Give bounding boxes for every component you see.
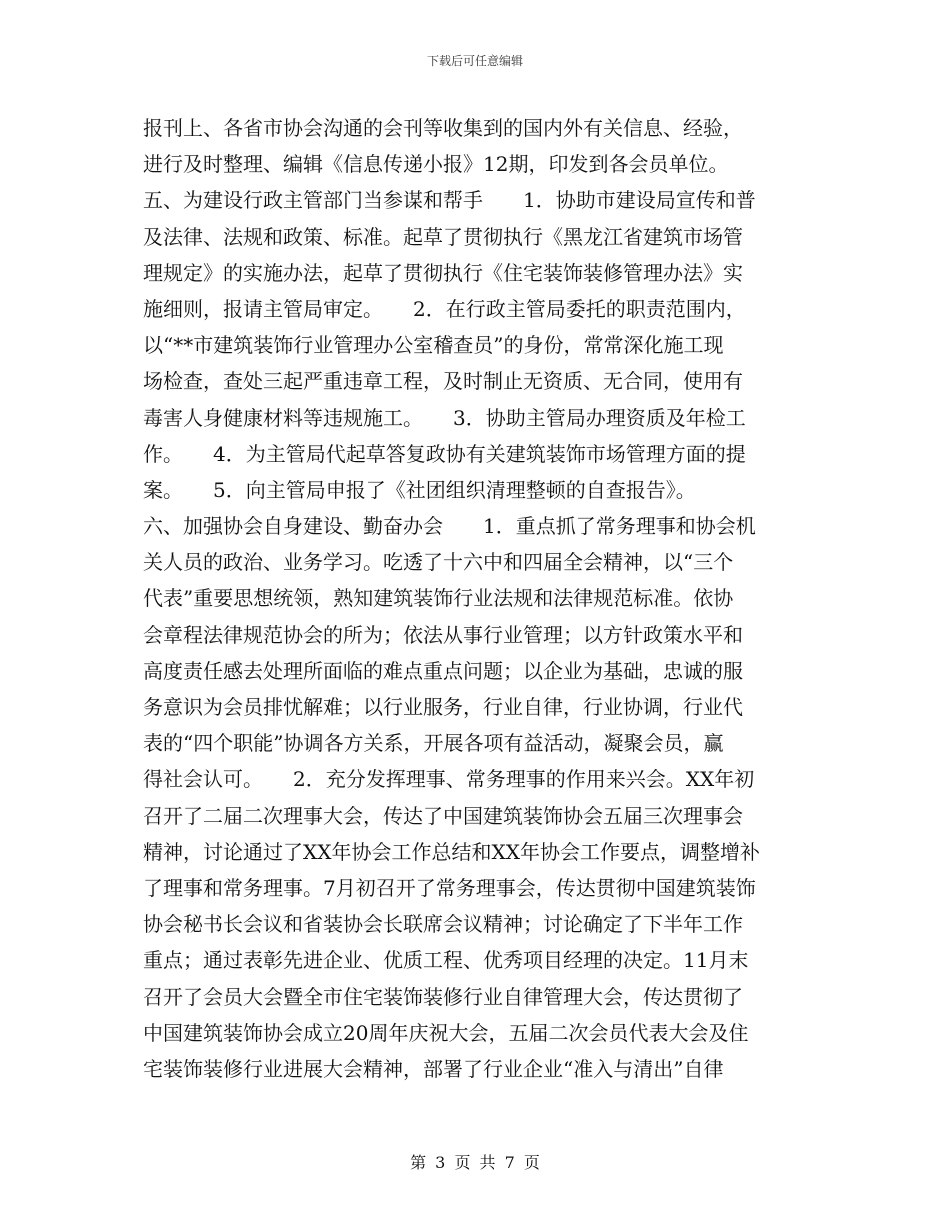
body-line: 及法律、法规和政策、标准。起草了贯彻执行《黑龙江省建筑市场管 — [143, 224, 743, 249]
body-line: 得社会认可。 2．充分发挥理事、常务理事的作用来兴会。XX年初 — [143, 767, 755, 792]
body-line: 代表”重要思想统领，熟知建筑装饰行业法规和法律规范标准。依协 — [143, 586, 734, 611]
body-line: 报刊上、各省市协会沟通的会刊等收集到的国内外有关信息、经验， — [143, 116, 743, 140]
body-line: 中国建筑装饰协会成立20周年庆祝大会，五届二次会员代表大会及住 — [143, 1020, 749, 1045]
body-line: 作。 4．为主管局代起草答复政协有关建筑装饰市场管理方面的提 — [143, 441, 746, 466]
body-line: 场检查，查处三起严重违章工程，及时制止无资质、无合同，使用有 — [143, 369, 743, 394]
document-body — [143, 110, 823, 1087]
body-line: 务意识为会员排忧解难；以行业服务，行业自律，行业协调，行业代 — [143, 695, 743, 719]
body-line: 高度责任感去处理所面临的难点重点问题；以企业为基础，忠诚的服 — [143, 658, 743, 683]
page-header: 下载后可任意编辑 — [426, 54, 523, 68]
body-line: 以“**市建筑装饰行业管理办公室稽查员”的身份，常常深化施工现 — [143, 333, 724, 358]
body-line: 六、加强协会自身建设、勤奋办会 1．重点抓了常务理事和协会机 — [143, 514, 756, 539]
body-line: 毒害人身健康材料等违规施工。 3．协助主管局办理资质及年检工 — [143, 405, 746, 430]
body-line: 理规定》的实施办法，起草了贯彻执行《住宅装饰装修管理办法》实 — [143, 260, 743, 285]
page-number: 第 3 页 共 7 页 — [410, 1153, 540, 1172]
body-line: 宅装饰装修行业进展大会精神，部署了行业企业“准入与清出”自律 — [143, 1056, 724, 1081]
body-line: 协会秘书长会议和省装协会长联席会议精神；讨论确定了下半年工作 — [143, 912, 743, 937]
body-line: 案。 5．向主管局申报了《社团组织清理整顿的自查报告》。 — [143, 477, 696, 502]
body-line: 表的“四个职能”协调各方关系，开展各项有益活动，凝聚会员，赢 — [143, 731, 724, 756]
body-line: 重点；通过表彰先进企业、优质工程、优秀项目经理的决定。11月末 — [143, 948, 749, 973]
body-line: 精神，讨论通过了XX年协会工作总结和XX年协会工作要点，调整增补 — [143, 839, 760, 864]
body-line: 五、为建设行政主管部门当参谋和帮手 1．协助市建设局宣传和普 — [143, 188, 756, 213]
body-line: 了理事和常务理事。7月初召开了常务理事会，传达贯彻中国建筑装饰 — [143, 875, 756, 900]
body-line: 召开了二届二次理事大会，传达了中国建筑装饰协会五届三次理事会 — [143, 803, 743, 828]
body-line: 关人员的政治、业务学习。吃透了十六中和四届全会精神，以“三个 — [143, 550, 734, 575]
body-line: 进行及时整理、编辑《信息传递小报》12期，印发到各会员单位。 — [143, 152, 729, 177]
body-line: 召开了会员大会暨全市住宅装饰装修行业自律管理大会，传达贯彻了 — [143, 984, 743, 1009]
body-line: 会章程法律规范协会的所为；依法从事行业管理；以方针政策水平和 — [143, 622, 743, 647]
body-line: 施细则，报请主管局审定。 2．在行政主管局委托的职责范围内， — [143, 296, 746, 321]
